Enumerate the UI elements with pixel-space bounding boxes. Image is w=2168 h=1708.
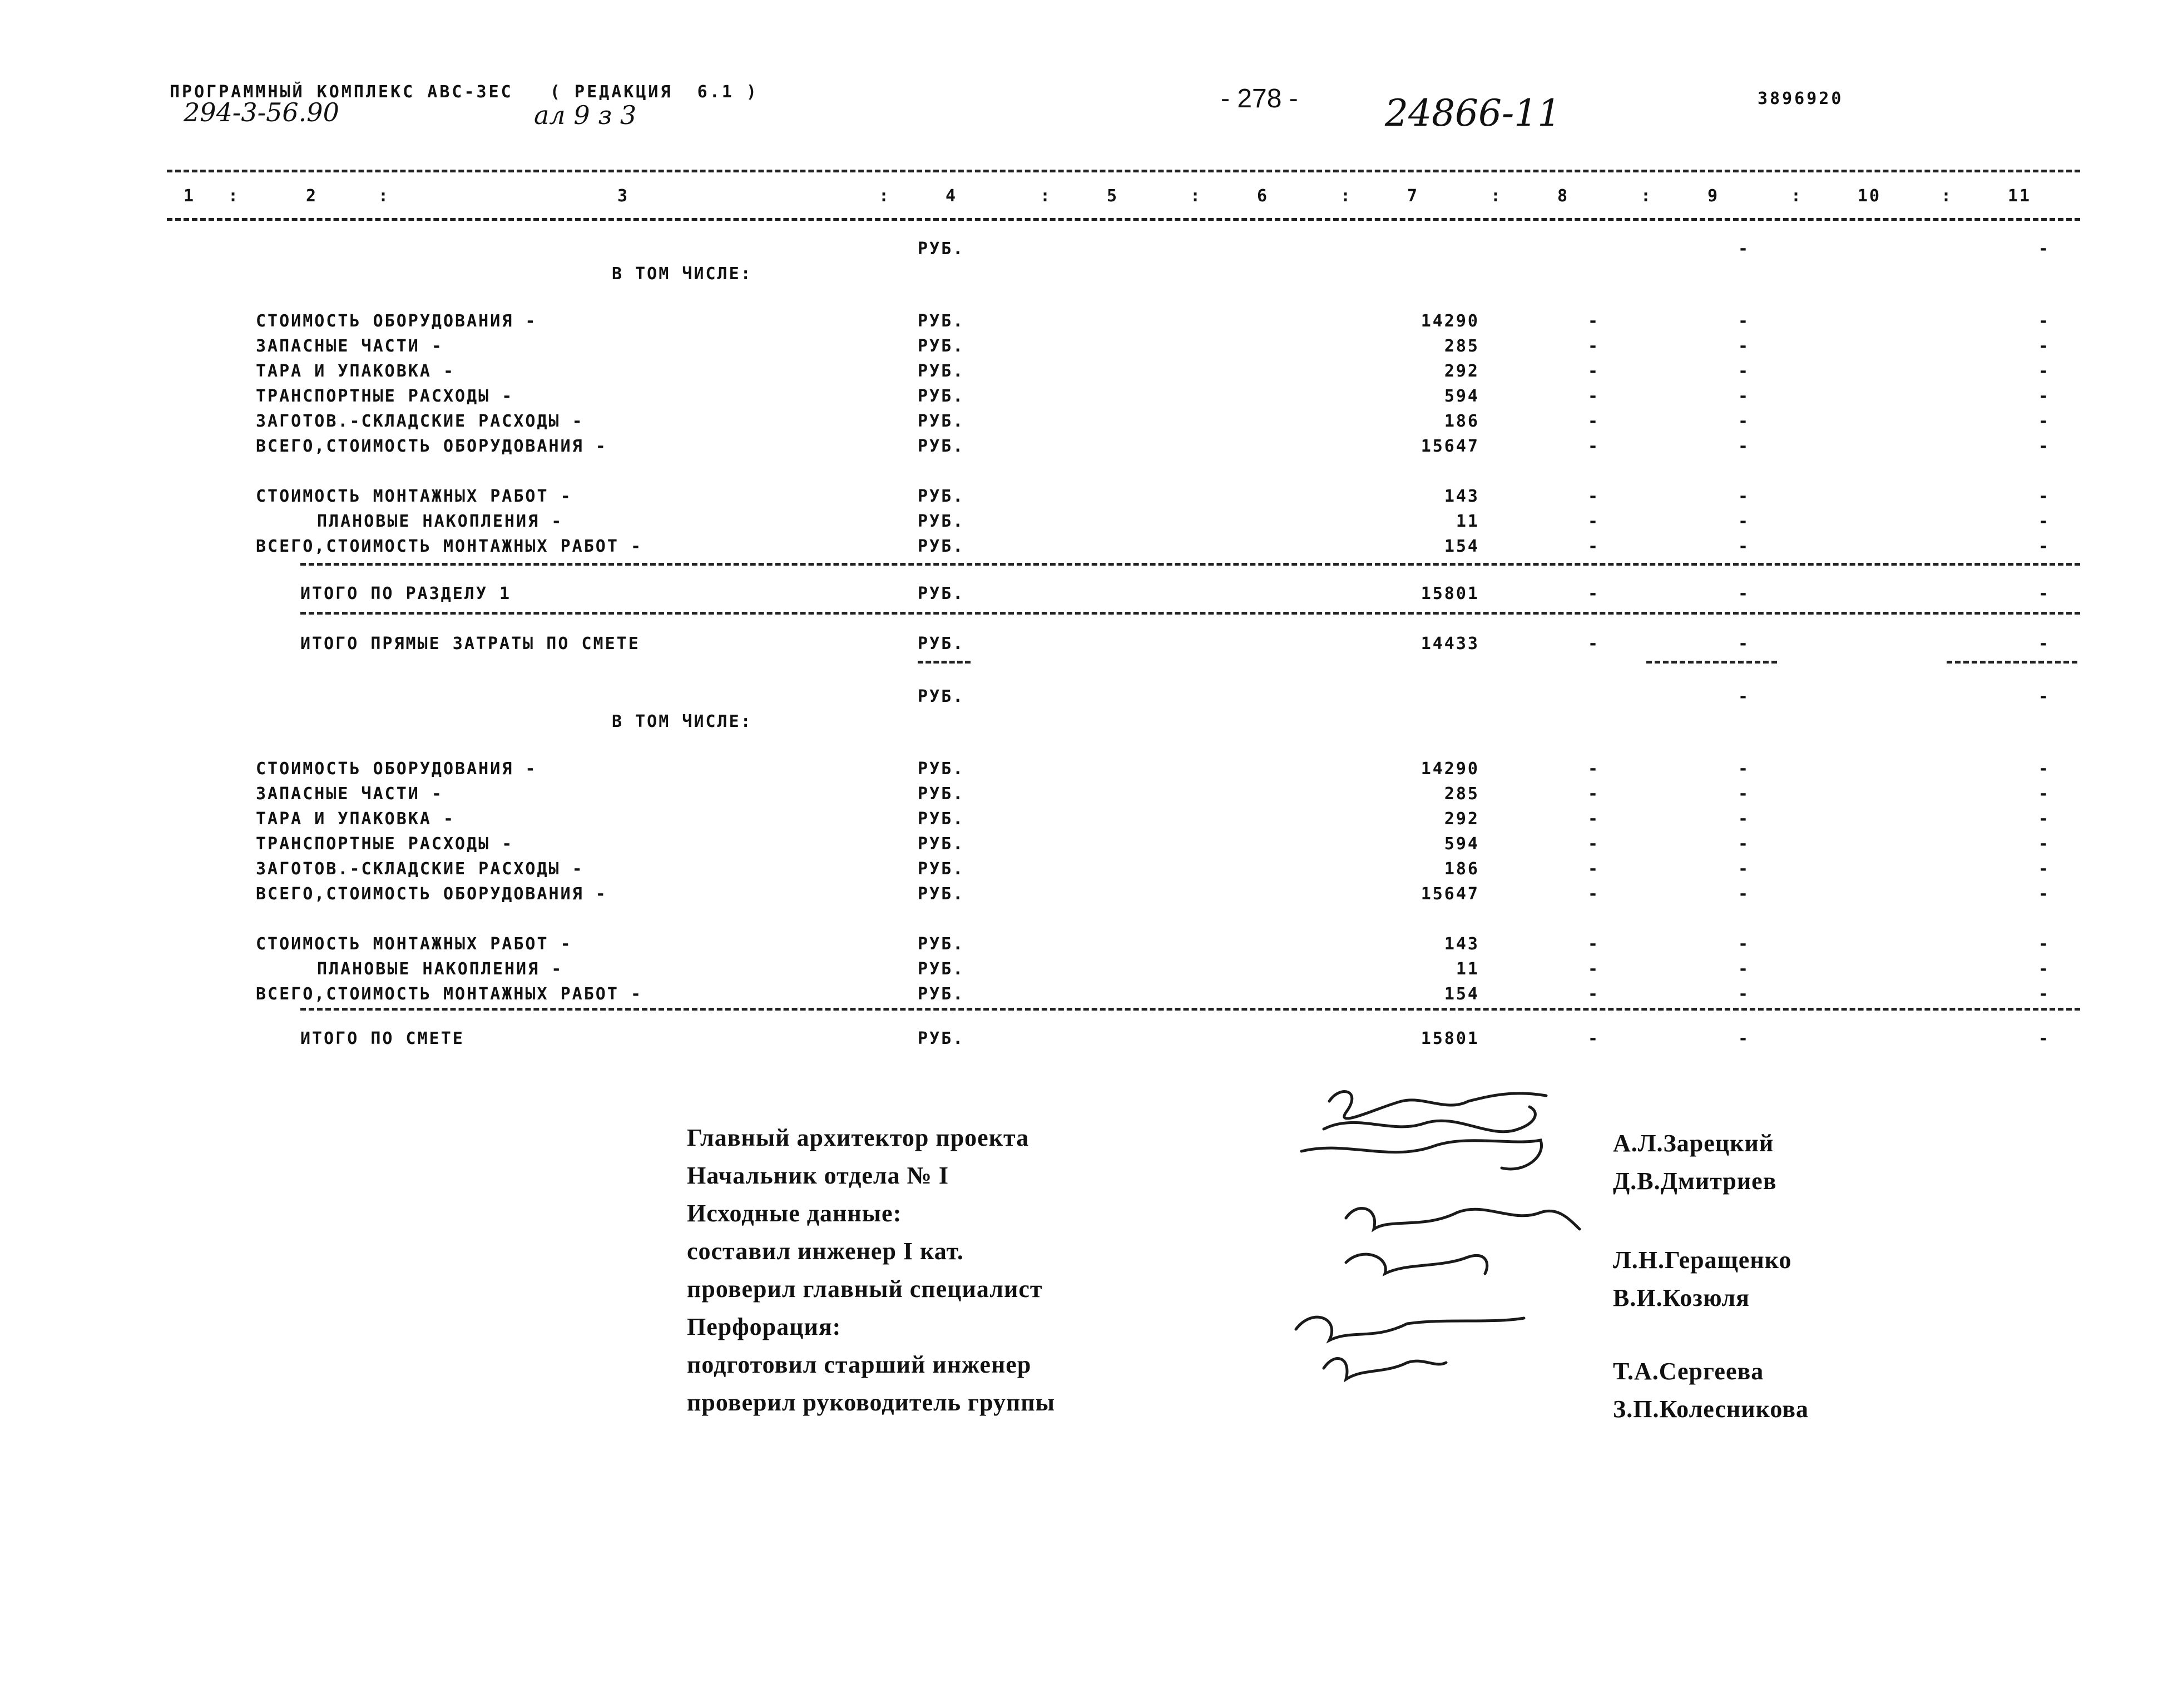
column-header-6: 6 <box>1257 186 1269 206</box>
row-value-col8: - <box>1588 884 1600 904</box>
signature-name: Т.А.Сергеева <box>1613 1358 1764 1385</box>
row-value-col11: - <box>2038 336 2051 356</box>
row-value-col7: 14290 <box>1420 311 1479 331</box>
row-value-col8: - <box>1588 362 1600 381</box>
signature-role: Исходные данные: <box>687 1200 902 1227</box>
row-value-col9: - <box>1738 934 1750 954</box>
row-value-col9: - <box>1738 834 1750 854</box>
signature-name: З.П.Колесникова <box>1613 1395 1809 1423</box>
row-value-col8: - <box>1588 512 1600 531</box>
signature-role: Главный архитектор проекта <box>687 1124 1029 1151</box>
row-value-col11: - <box>2038 884 2051 904</box>
row-label: СТОИМОСТЬ ОБОРУДОВАНИЯ - <box>256 759 537 779</box>
row-value-col7: 14433 <box>1420 634 1479 654</box>
section-rule <box>300 1008 2080 1011</box>
row-value-col7: 292 <box>1444 809 1479 829</box>
header-top-rule <box>167 170 2080 172</box>
row-value-col8: - <box>1588 634 1600 654</box>
row-value-col7: 11 <box>1456 512 1479 531</box>
column-separator: : <box>228 186 240 206</box>
page-number: - 278 - <box>1221 84 1298 113</box>
row-unit: РУБ. <box>918 362 965 381</box>
row-value-col8: - <box>1588 809 1600 829</box>
row-unit: РУБ. <box>918 1029 965 1048</box>
row-value-col9: - <box>1738 584 1750 603</box>
row-label: ЗАПАСНЫЕ ЧАСТИ - <box>256 336 443 356</box>
row-unit: РУБ. <box>918 584 965 603</box>
signature-name: В.И.Козюля <box>1613 1284 1750 1311</box>
row-value-col8: - <box>1588 959 1600 979</box>
row-unit: РУБ. <box>918 387 965 406</box>
row-value-col9: - <box>1738 362 1750 381</box>
handwritten-code: 294-3-56.90 <box>184 97 339 127</box>
row-value-col9: - <box>1738 336 1750 356</box>
row-label: ТРАНСПОРТНЫЕ РАСХОДЫ - <box>256 834 514 854</box>
row-value-col9: - <box>1738 239 1750 259</box>
row-unit: РУБ. <box>918 884 965 904</box>
column-header-7: 7 <box>1407 186 1419 206</box>
row-value-col11: - <box>2038 984 2051 1004</box>
row-label: ВСЕГО,СТОИМОСТЬ ОБОРУДОВАНИЯ - <box>256 884 607 904</box>
column-separator: : <box>1791 186 1803 206</box>
row-label: ВСЕГО,СТОИМОСТЬ МОНТАЖНЫХ РАБОТ - <box>256 984 643 1004</box>
section-heading: В ТОМ ЧИСЛЕ: <box>612 712 753 731</box>
row-label: ЗАГОТОВ.-СКЛАДСКИЕ РАСХОДЫ - <box>256 859 584 879</box>
row-unit: РУБ. <box>918 984 965 1004</box>
row-unit: РУБ. <box>918 834 965 854</box>
row-unit: РУБ. <box>918 934 965 954</box>
row-unit: РУБ. <box>918 959 965 979</box>
section-rule <box>300 612 2080 615</box>
row-value-col11: - <box>2038 634 2051 654</box>
row-value-col8: - <box>1588 437 1600 456</box>
row-value-col11: - <box>2038 412 2051 431</box>
column-separator: : <box>1340 186 1353 206</box>
row-label: ИТОГО ПО РАЗДЕЛУ 1 <box>300 584 512 603</box>
row-label: ИТОГО ПО СМЕТЕ <box>300 1029 464 1048</box>
handwritten-doc-number: 24866-11 <box>1385 92 1561 135</box>
handwritten-album: ал 9 з 3 <box>534 100 637 130</box>
row-label: ПЛАНОВЫЕ НАКОПЛЕНИЯ - <box>317 512 563 531</box>
row-value-col7: 15801 <box>1420 1029 1479 1048</box>
row-value-col11: - <box>2038 859 2051 879</box>
row-value-col9: - <box>1738 1029 1750 1048</box>
row-unit: РУБ. <box>918 859 965 879</box>
column-separator: : <box>1491 186 1503 206</box>
row-value-col9: - <box>1738 537 1750 556</box>
short-rule <box>1646 661 1777 664</box>
row-value-col9: - <box>1738 487 1750 506</box>
program-title: ПРОГРАММНЫЙ КОМПЛЕКС АВС-ЗЕС ( РЕДАКЦИЯ 6.1 ) <box>170 82 759 102</box>
row-value-col11: - <box>2038 387 2051 406</box>
row-value-col8: - <box>1588 759 1600 779</box>
column-separator: : <box>879 186 891 206</box>
row-unit: РУБ. <box>918 634 965 654</box>
row-value-col7: 143 <box>1444 487 1479 506</box>
row-value-col8: - <box>1588 412 1600 431</box>
column-header-10: 10 <box>1858 186 1882 206</box>
column-header-8: 8 <box>1557 186 1570 206</box>
row-value-col9: - <box>1738 884 1750 904</box>
row-value-col9: - <box>1738 784 1750 804</box>
row-value-col11: - <box>2038 959 2051 979</box>
row-value-col7: 285 <box>1444 336 1479 356</box>
row-value-col8: - <box>1588 387 1600 406</box>
row-value-col7: 186 <box>1444 859 1479 879</box>
row-unit: РУБ. <box>918 437 965 456</box>
row-value-col11: - <box>2038 311 2051 331</box>
column-separator: : <box>1040 186 1052 206</box>
row-unit: РУБ. <box>918 412 965 431</box>
signature-role: подготовил старший инженер <box>687 1351 1032 1378</box>
row-value-col9: - <box>1738 984 1750 1004</box>
row-value-col11: - <box>2038 487 2051 506</box>
row-value-col8: - <box>1588 984 1600 1004</box>
row-value-col11: - <box>2038 687 2051 706</box>
row-value-col7: 594 <box>1444 834 1479 854</box>
section-heading: В ТОМ ЧИСЛЕ: <box>612 264 753 284</box>
row-label: ВСЕГО,СТОИМОСТЬ ОБОРУДОВАНИЯ - <box>256 437 607 456</box>
row-unit: РУБ. <box>918 311 965 331</box>
row-value-col7: 154 <box>1444 984 1479 1004</box>
row-value-col11: - <box>2038 584 2051 603</box>
row-value-col11: - <box>2038 362 2051 381</box>
row-value-col7: 143 <box>1444 934 1479 954</box>
row-value-col8: - <box>1588 584 1600 603</box>
row-value-col7: 285 <box>1444 784 1479 804</box>
row-unit: РУБ. <box>918 487 965 506</box>
row-label: ВСЕГО,СТОИМОСТЬ МОНТАЖНЫХ РАБОТ - <box>256 537 643 556</box>
short-rule <box>918 661 971 664</box>
row-value-col7: 594 <box>1444 387 1479 406</box>
row-value-col9: - <box>1738 437 1750 456</box>
column-separator: : <box>1941 186 1953 206</box>
row-value-col9: - <box>1738 512 1750 531</box>
row-value-col9: - <box>1738 634 1750 654</box>
row-value-col9: - <box>1738 759 1750 779</box>
doc-id: 3896920 <box>1758 89 1844 108</box>
row-unit: РУБ. <box>918 759 965 779</box>
header-bottom-rule <box>167 218 2080 221</box>
row-value-col7: 11 <box>1456 959 1479 979</box>
section-rule <box>300 563 2080 566</box>
signature-name: Д.В.Дмитриев <box>1613 1167 1777 1195</box>
column-header-3: 3 <box>617 186 630 206</box>
row-value-col8: - <box>1588 336 1600 356</box>
row-value-col7: 292 <box>1444 362 1479 381</box>
row-label: СТОИМОСТЬ МОНТАЖНЫХ РАБОТ - <box>256 934 572 954</box>
row-label: ТРАНСПОРТНЫЕ РАСХОДЫ - <box>256 387 514 406</box>
row-value-col11: - <box>2038 784 2051 804</box>
column-header-1: 1 <box>184 186 196 206</box>
row-value-col7: 14290 <box>1420 759 1479 779</box>
signature-name: А.Л.Зарецкий <box>1613 1130 1774 1157</box>
column-header-4: 4 <box>946 186 958 206</box>
signature-name: Л.Н.Геращенко <box>1613 1246 1792 1274</box>
row-value-col11: - <box>2038 834 2051 854</box>
signature-role: Перфорация: <box>687 1313 842 1340</box>
row-value-col9: - <box>1738 809 1750 829</box>
row-unit: РУБ. <box>918 784 965 804</box>
row-unit: РУБ. <box>918 687 965 706</box>
row-label: ТАРА И УПАКОВКА - <box>256 362 456 381</box>
row-value-col11: - <box>2038 437 2051 456</box>
row-value-col9: - <box>1738 959 1750 979</box>
row-value-col9: - <box>1738 412 1750 431</box>
short-rule <box>1947 661 2077 664</box>
column-separator: : <box>1190 186 1202 206</box>
signature-role: Начальник отдела № I <box>687 1162 949 1189</box>
column-header-9: 9 <box>1707 186 1720 206</box>
row-value-col8: - <box>1588 934 1600 954</box>
row-label: ЗАГОТОВ.-СКЛАДСКИЕ РАСХОДЫ - <box>256 412 584 431</box>
column-header-2: 2 <box>306 186 318 206</box>
signature-role: составил инженер I кат. <box>687 1237 964 1265</box>
row-value-col7: 15801 <box>1420 584 1479 603</box>
row-value-col9: - <box>1738 859 1750 879</box>
row-value-col9: - <box>1738 387 1750 406</box>
row-value-col11: - <box>2038 239 2051 259</box>
row-label: ПЛАНОВЫЕ НАКОПЛЕНИЯ - <box>317 959 563 979</box>
row-value-col8: - <box>1588 859 1600 879</box>
row-value-col8: - <box>1588 784 1600 804</box>
row-value-col7: 15647 <box>1420 437 1479 456</box>
handwritten-signatures <box>1279 1079 1591 1446</box>
row-unit: РУБ. <box>918 537 965 556</box>
row-value-col11: - <box>2038 537 2051 556</box>
row-value-col8: - <box>1588 834 1600 854</box>
row-label: СТОИМОСТЬ ОБОРУДОВАНИЯ - <box>256 311 537 331</box>
row-value-col8: - <box>1588 537 1600 556</box>
row-label: СТОИМОСТЬ МОНТАЖНЫХ РАБОТ - <box>256 487 572 506</box>
row-value-col8: - <box>1588 311 1600 331</box>
row-value-col8: - <box>1588 1029 1600 1048</box>
row-unit: РУБ. <box>918 512 965 531</box>
row-value-col7: 186 <box>1444 412 1479 431</box>
row-value-col11: - <box>2038 512 2051 531</box>
row-value-col11: - <box>2038 934 2051 954</box>
row-label: ТАРА И УПАКОВКА - <box>256 809 456 829</box>
row-value-col7: 15647 <box>1420 884 1479 904</box>
row-value-col11: - <box>2038 1029 2051 1048</box>
row-value-col9: - <box>1738 687 1750 706</box>
column-separator: : <box>1641 186 1653 206</box>
row-unit: РУБ. <box>918 239 965 259</box>
row-value-col7: 154 <box>1444 537 1479 556</box>
row-value-col8: - <box>1588 487 1600 506</box>
signature-role: проверил руководитель группы <box>687 1389 1055 1416</box>
row-label: ИТОГО ПРЯМЫЕ ЗАТРАТЫ ПО СМЕТЕ <box>300 634 640 654</box>
column-separator: : <box>378 186 390 206</box>
column-header-5: 5 <box>1107 186 1119 206</box>
row-value-col11: - <box>2038 809 2051 829</box>
row-unit: РУБ. <box>918 809 965 829</box>
row-value-col11: - <box>2038 759 2051 779</box>
row-value-col9: - <box>1738 311 1750 331</box>
signature-role: проверил главный специалист <box>687 1275 1043 1303</box>
column-header-11: 11 <box>2008 186 2032 206</box>
row-unit: РУБ. <box>918 336 965 356</box>
row-label: ЗАПАСНЫЕ ЧАСТИ - <box>256 784 443 804</box>
